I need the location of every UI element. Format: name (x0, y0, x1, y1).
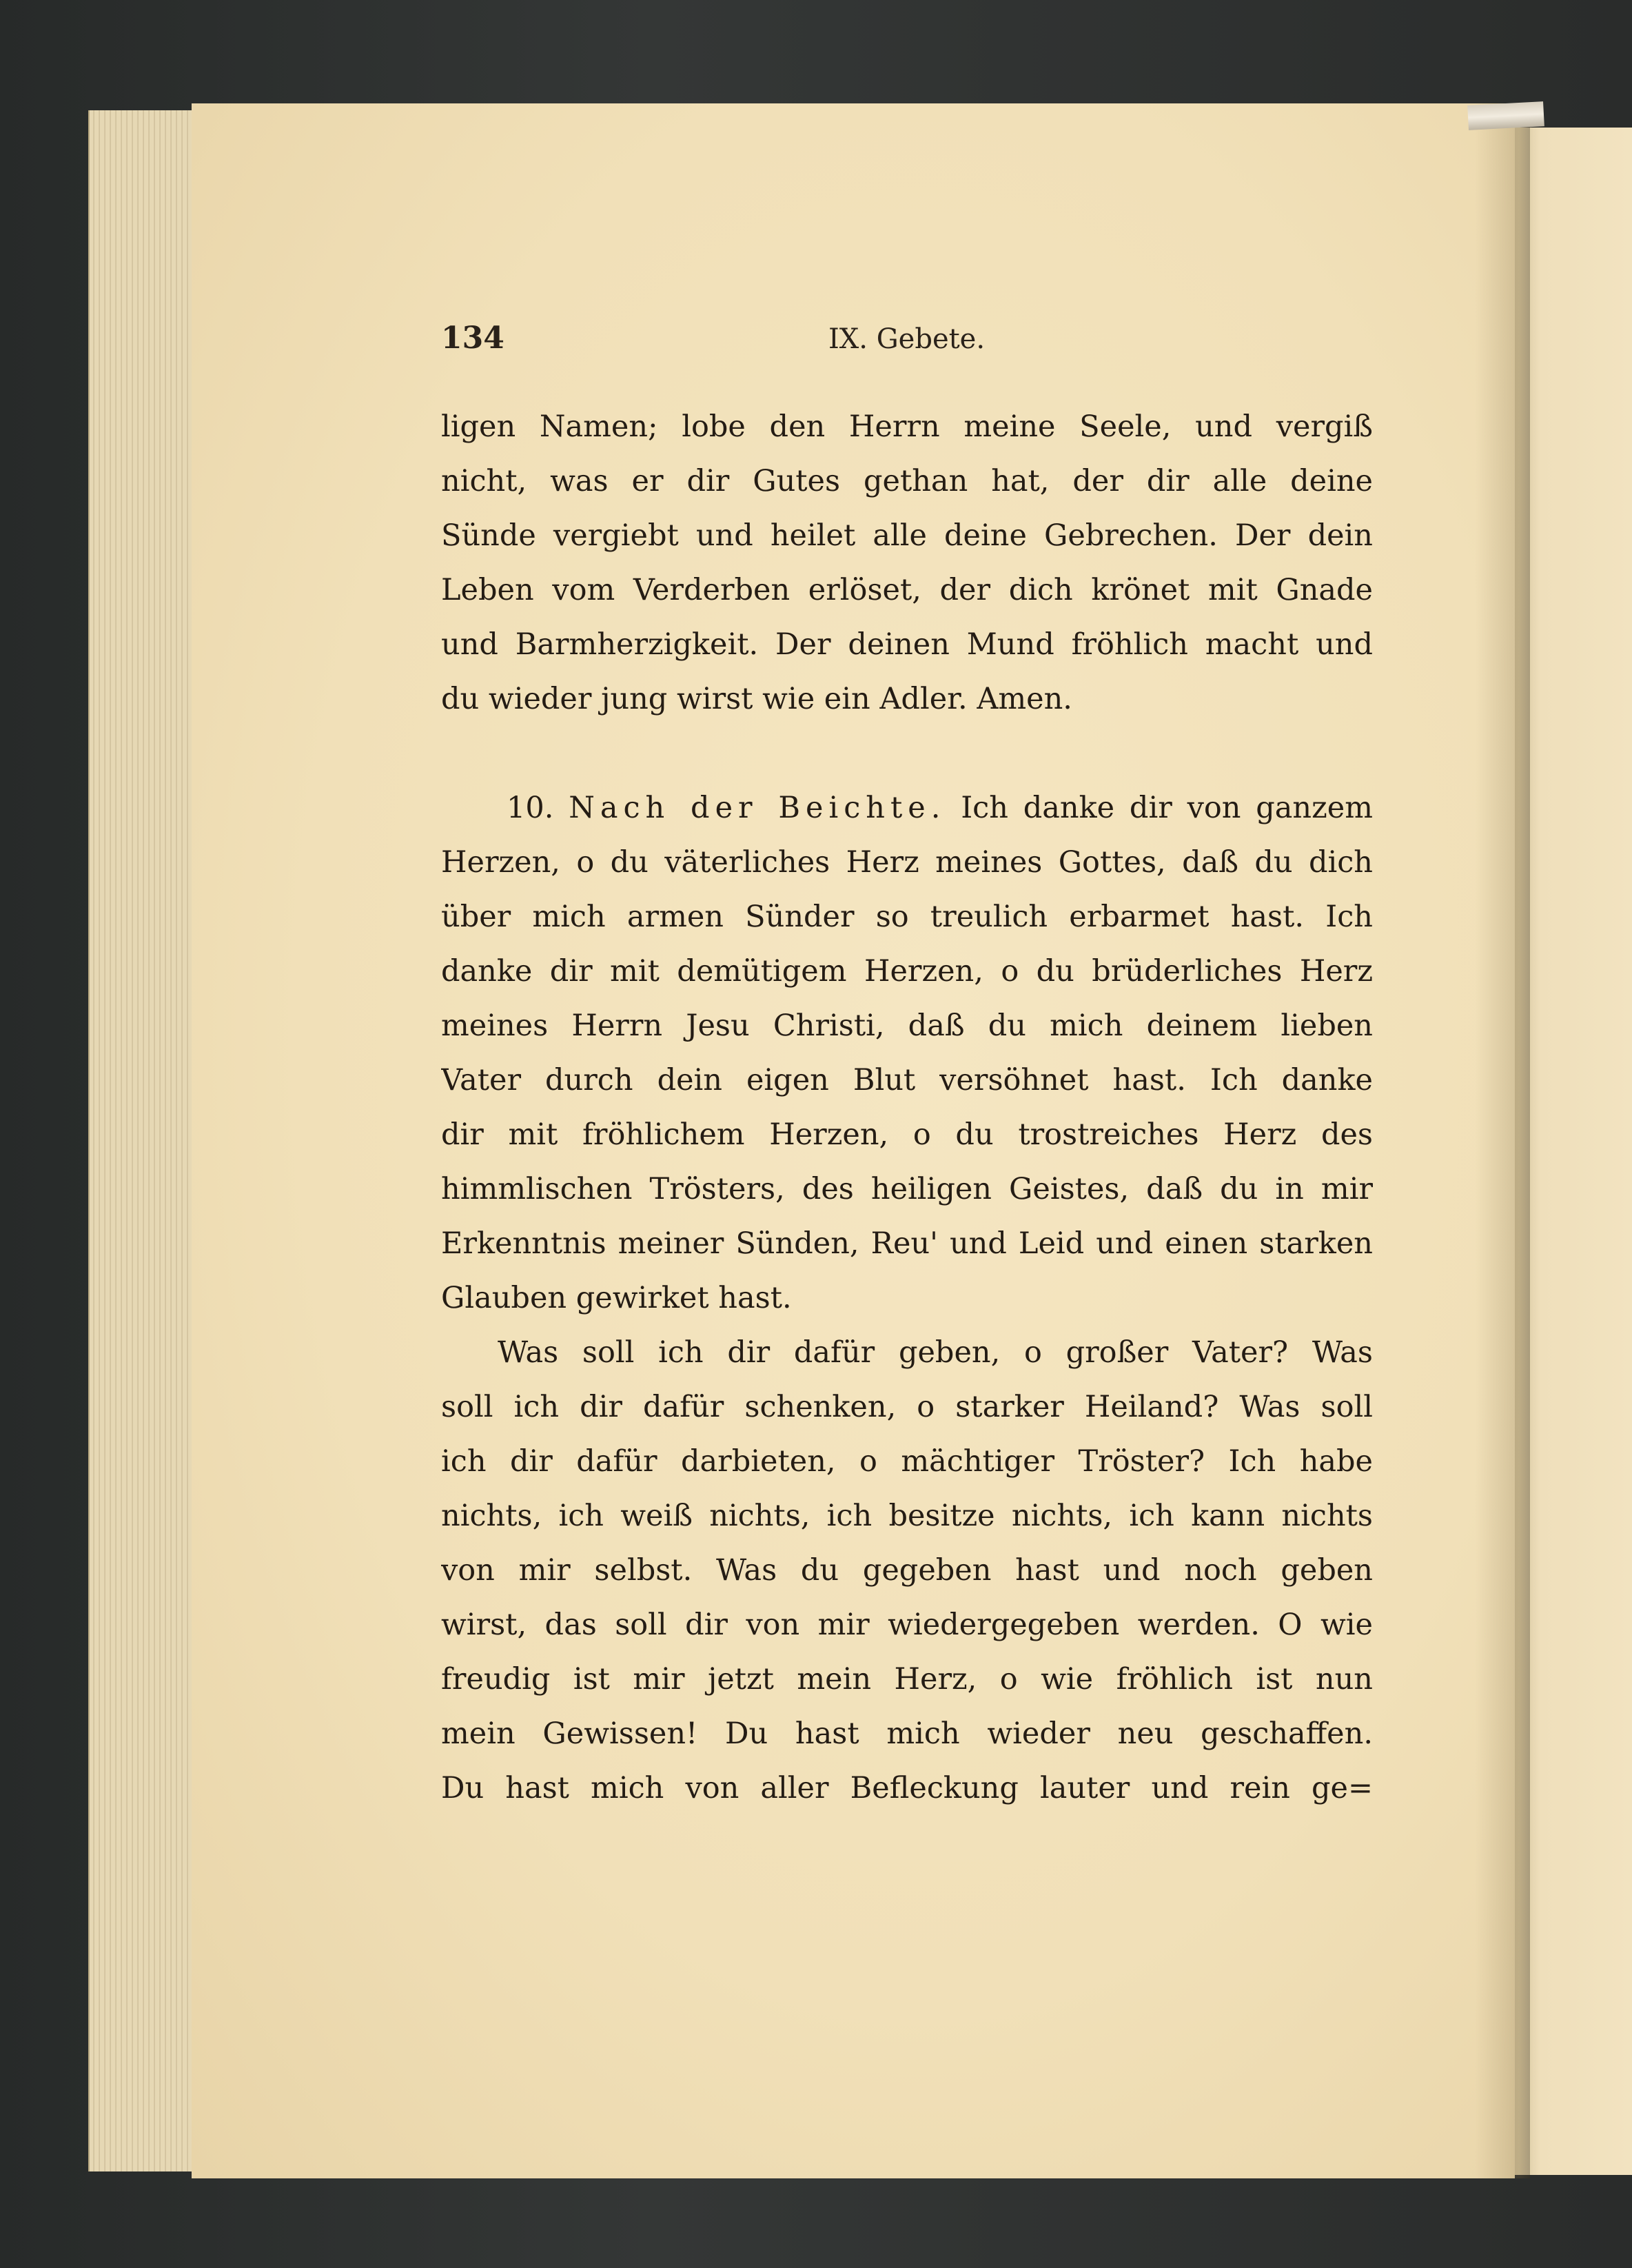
text-line: dir mit fröhlichem Herzen, o du trostreiches Herz des (441, 1117, 1373, 1152)
text-line: und Barmherzigkeit. Der deinen Mund fröhlich macht und (441, 627, 1373, 662)
text-line: Leben vom Verderben erlöset, der dich krönet mit Gnade (441, 573, 1373, 607)
text-line: ligen Namen; lobe den Herrn meine Seele, und vergiß (441, 409, 1373, 444)
text-line: freudig ist mir jetzt mein Herz, o wie fröhlich ist nun (441, 1662, 1373, 1697)
text-line: Herzen, o du väterliches Herz meines Gottes, daß du dich (441, 845, 1373, 880)
section-heading-line (441, 781, 1373, 836)
section-title: Nach der Beichte. (569, 791, 946, 825)
text-line: von mir selbst. Was du gegeben hast und noch geben (441, 1553, 1373, 1588)
paragraph-gap (441, 727, 1373, 781)
text-line: ich dir dafür darbieten, o mächtiger Tröster? Ich habe (441, 1444, 1373, 1479)
text-line: über mich armen Sünder so treulich erbarmet hast. Ich (441, 900, 1373, 934)
text-line-rest: Ich danke dir von ganzem (961, 791, 1373, 825)
text-line: Sünde vergiebt und heilet alle deine Gebrechen. Der dein (441, 518, 1373, 553)
text-line: meines Herrn Jesu Christi, daß du mich deinem lieben (441, 1009, 1373, 1043)
text-line: Du hast mich von aller Befleckung lauter und rein ge= (441, 1771, 1373, 1805)
text-line: Vater durch dein eigen Blut versöhnet hast. Ich danke (441, 1063, 1373, 1097)
page-edges (88, 110, 200, 2171)
text-line: soll ich dir dafür schenken, o starker Heiland? Was soll (441, 1390, 1373, 1424)
text-line: Erkenntnis meiner Sünden, Reu' und Leid und einen starken (441, 1226, 1373, 1261)
page-body (441, 400, 1373, 1816)
page-gutter-shadow (1475, 103, 1530, 2178)
text-line: nicht, was er dir Gutes gethan hat, der dir alle deine (441, 464, 1373, 498)
bookmark-ribbon (1467, 101, 1544, 130)
text-line: nichts, ich weiß nichts, ich besitze nichts, ich kann nichts (441, 1499, 1373, 1533)
text-line: himmlischen Trösters, des heiligen Geistes, daß du in mir (441, 1172, 1373, 1206)
text-line: Was soll ich dir dafür geben, o großer Vater? Was (498, 1335, 1373, 1370)
text-line: mein Gewissen! Du hast mich wieder neu geschaffen. (441, 1717, 1373, 1751)
text-line: Glauben gewirket hast. (441, 1281, 792, 1315)
text-line: wirst, das soll dir von mir wiedergegeben werden. O wie (441, 1608, 1373, 1642)
text-line: danke dir mit demütigem Herzen, o du brüderliches Herz (441, 954, 1373, 989)
section-number: 10. (507, 791, 554, 825)
page-header (441, 321, 1371, 369)
text-line: du wieder jung wirst wie ein Adler. Amen. (441, 682, 1072, 716)
page-number: 134 (441, 321, 504, 356)
running-title: IX. Gebete. (828, 323, 986, 355)
